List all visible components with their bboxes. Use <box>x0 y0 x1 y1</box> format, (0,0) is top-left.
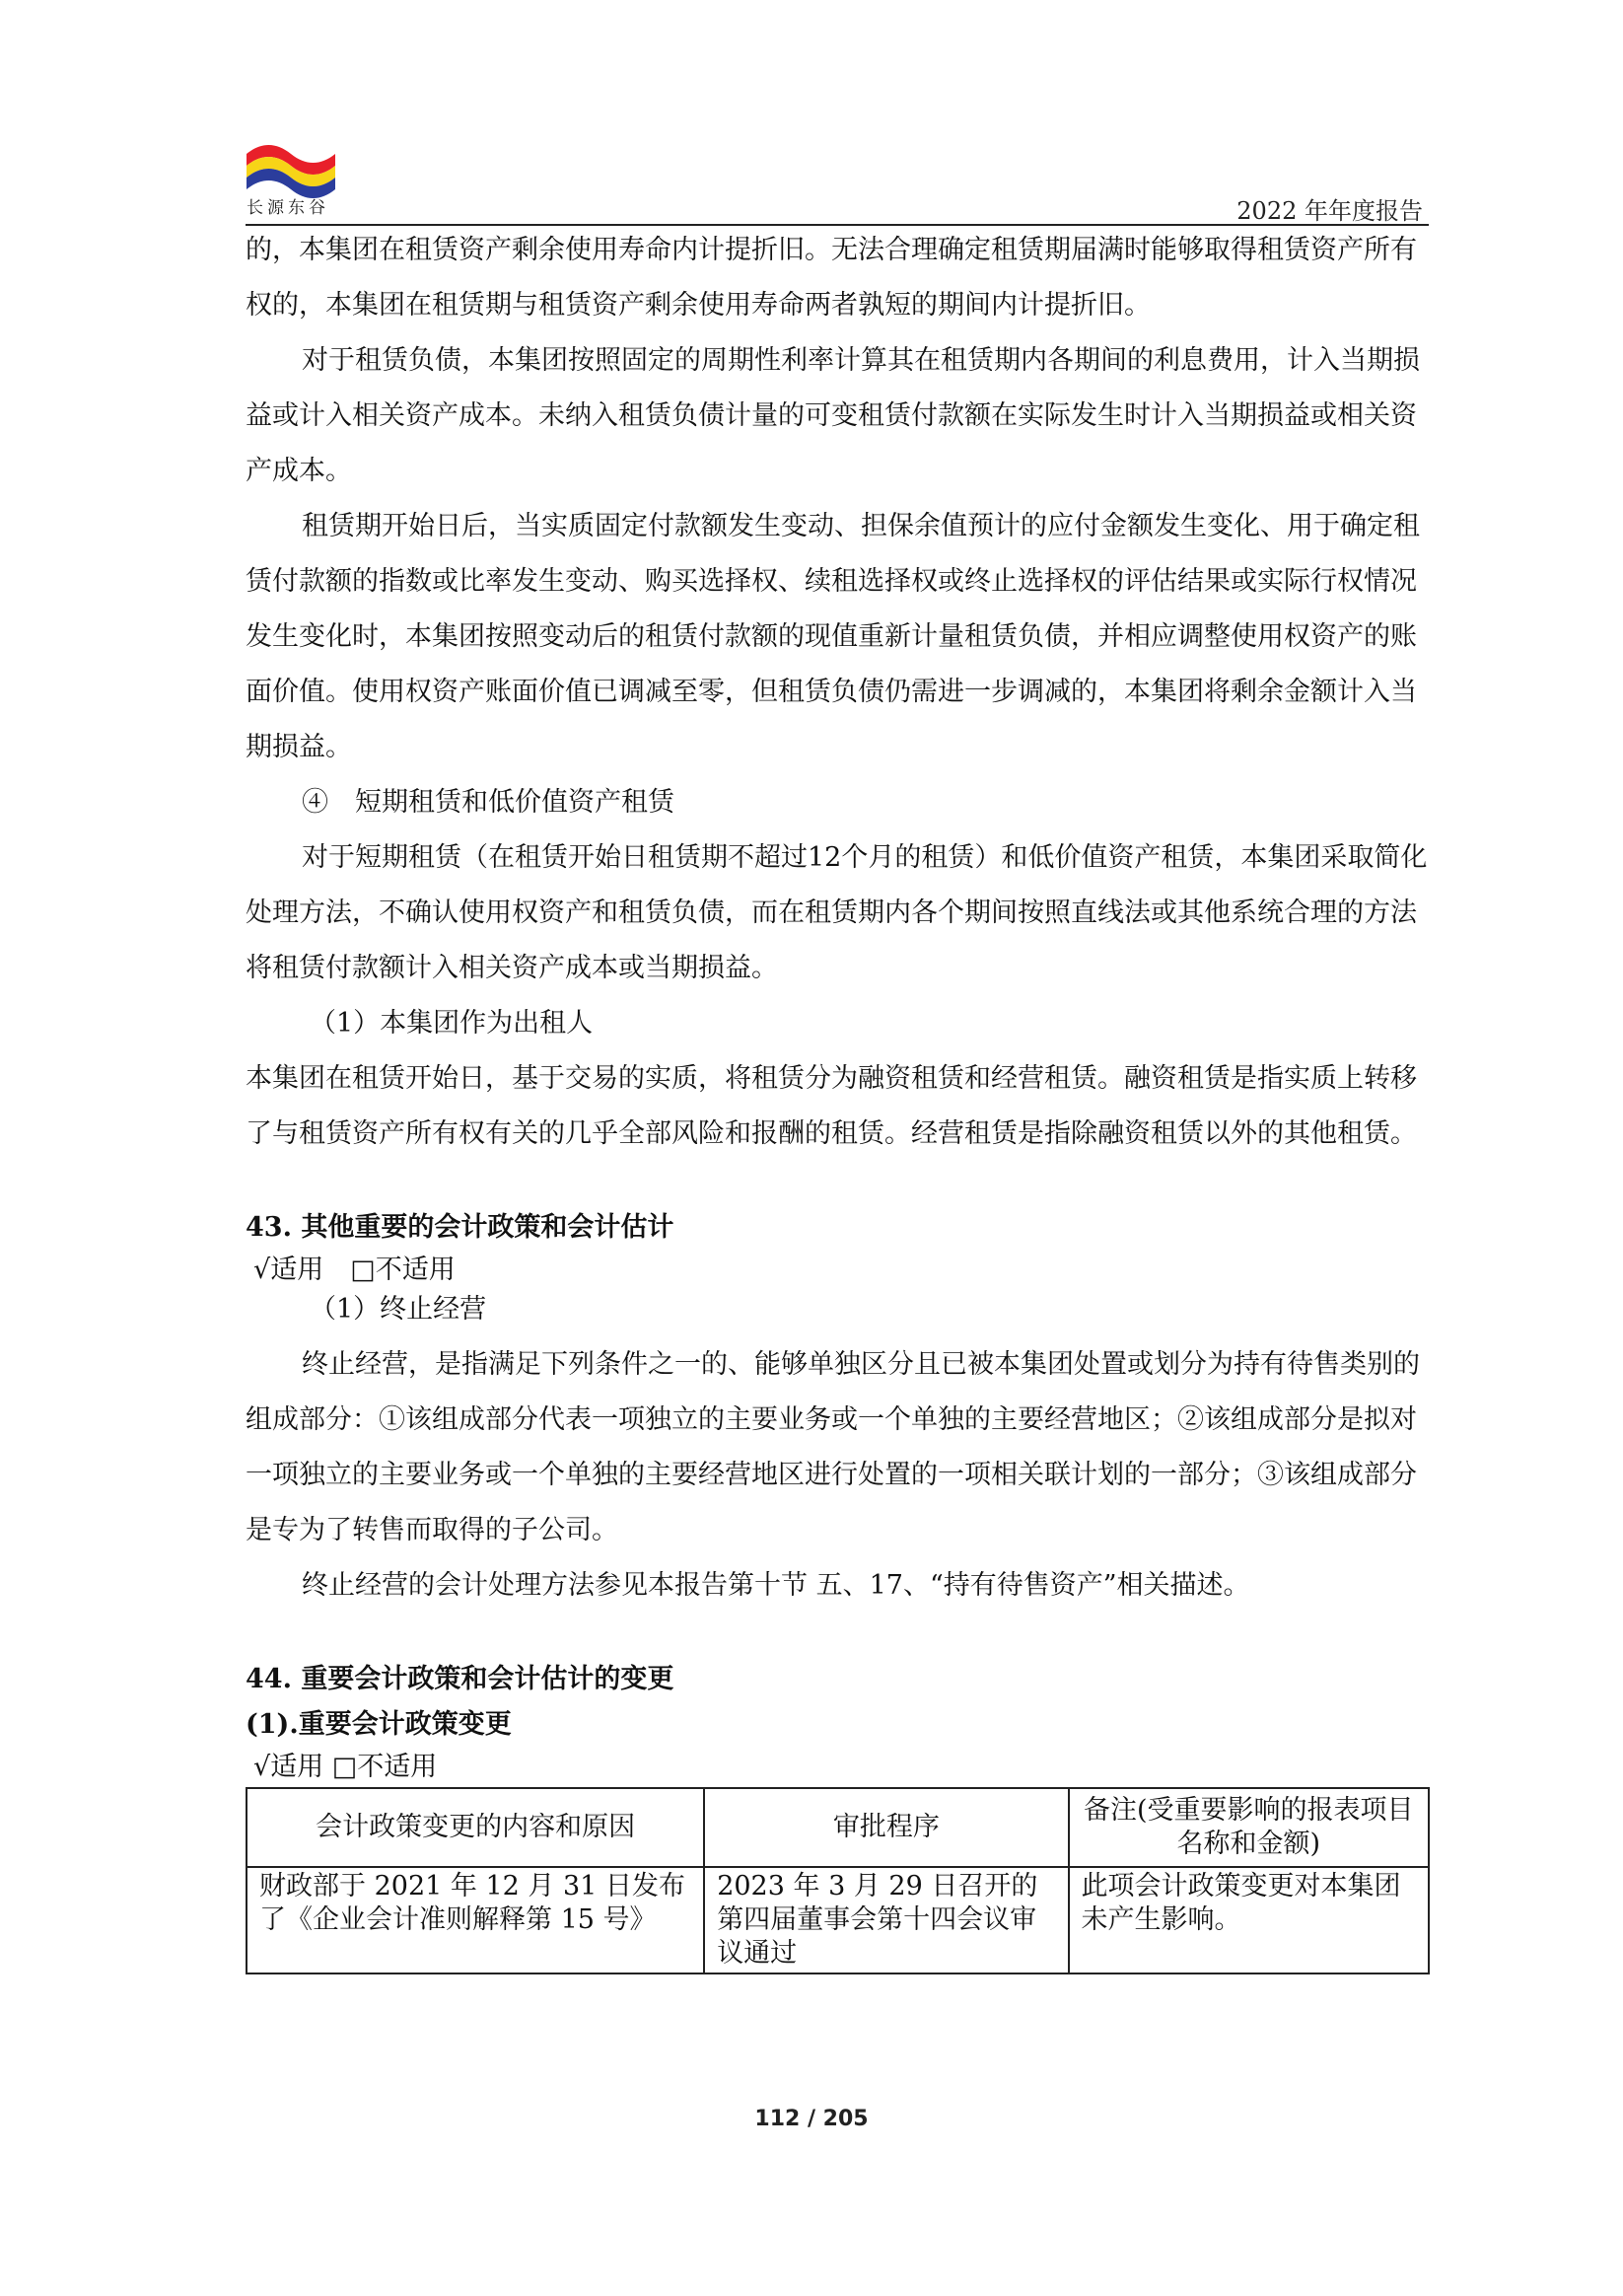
applicability-indicator: √适用 □不适用 <box>253 1752 438 1782</box>
table-cell: 财政部于 2021 年 12 月 31 日发布了《企业会计准则解释第 15 号》 <box>247 1867 704 1973</box>
logo-text: 长源东谷 <box>247 198 329 218</box>
page-number: 112 / 205 <box>754 2107 869 2131</box>
paragraph: 本集团在租赁开始日，基于交易的实质，将租赁分为融资租赁和经营租赁。融资租赁是指实质上转移了与租赁资产所有权有关的几乎全部风险和报酬的租赁。经营租赁是指除融资租赁以外的其他租赁。 <box>246 1063 1417 1149</box>
table-header-row <box>247 1788 1429 1867</box>
paragraph: 对于短期租赁（在租赁开始日租赁期不超过12个月的租赁）和低价值资产租赁，本集团采取简化处理方法，不确认使用权资产和租赁负债，而在租赁期内各个期间按照直线法或其他系统合理的方法将租赁付款额计入相关资产成本或当期损益。 <box>246 842 1428 983</box>
table-header-cell: 会计政策变更的内容和原因 <box>247 1788 704 1867</box>
paragraph: 租赁期开始日后，当实质固定付款额发生变动、担保余值预计的应付金额发生变化、用于确定租赁付款额的指数或比率发生变动、购买选择权、续租选择权或终止选择权的评估结果或实际行权情况发生变化时，本集团按照变动后的租赁付款额的现值重新计量租赁负债，并相应调整使用权资产的账面价值。使用权资产账面价值已调减至零，但租赁负债仍需进一步调减的，本集团将剩余金额计入当期损益。 <box>246 511 1420 762</box>
table-cell: 2023 年 3 月 29 日召开的第四届董事会第十四会议审议通过 <box>704 1867 1068 1973</box>
section-heading-44: 44. 重要会计政策和会计估计的变更 <box>246 1664 674 1694</box>
section-heading-43: 43. 其他重要的会计政策和会计估计 <box>246 1212 674 1243</box>
subheading: （1）终止经营 <box>310 1294 487 1325</box>
paragraph: 终止经营，是指满足下列条件之一的、能够单独区分且已被本集团处置或划分为持有待售类别的组成部分：①该组成部分代表一项独立的主要业务或一个单独的主要经营地区；②该组成部分是拟对一项独立的主要业务或一个单独的主要经营地区进行处置的一项相关联计划的一部分；③该组成部分是专为了转售而取得的子公司。 <box>246 1349 1420 1545</box>
policy-change-table <box>246 1787 1430 1974</box>
subheading: （1）本集团作为出租人 <box>310 1008 594 1039</box>
table-cell: 此项会计政策变更对本集团未产生影响。 <box>1069 1867 1429 1973</box>
paragraph: 的，本集团在租赁资产剩余使用寿命内计提折旧。无法合理确定租赁期届满时能够取得租赁资产所有权的，本集团在租赁期与租赁资产剩余使用寿命两者孰短的期间内计提折旧。 <box>246 235 1417 321</box>
table-header-cell: 审批程序 <box>704 1788 1068 1867</box>
report-title: 2022 年年度报告 <box>1236 197 1423 225</box>
subheading: ④ 短期租赁和低价值资产租赁 <box>302 787 674 818</box>
subsection-heading: (1).重要会计政策变更 <box>246 1709 512 1740</box>
applicability-indicator: √适用 □不适用 <box>253 1255 456 1285</box>
table-row <box>247 1867 1429 1973</box>
table-header-cell: 备注(受重要影响的报表项目名称和金额) <box>1069 1788 1429 1867</box>
paragraph: 终止经营的会计处理方法参见本报告第十节 五、17、“持有待售资产”相关描述。 <box>302 1570 1250 1601</box>
page-content <box>246 223 1429 1974</box>
paragraph: 对于租赁负债，本集团按照固定的周期性利率计算其在租赁期内各期间的利息费用，计入当期损益或计入相关资产成本。未纳入租赁负债计量的可变租赁付款额在实际发生时计入当期损益或相关资产成本。 <box>246 345 1420 486</box>
